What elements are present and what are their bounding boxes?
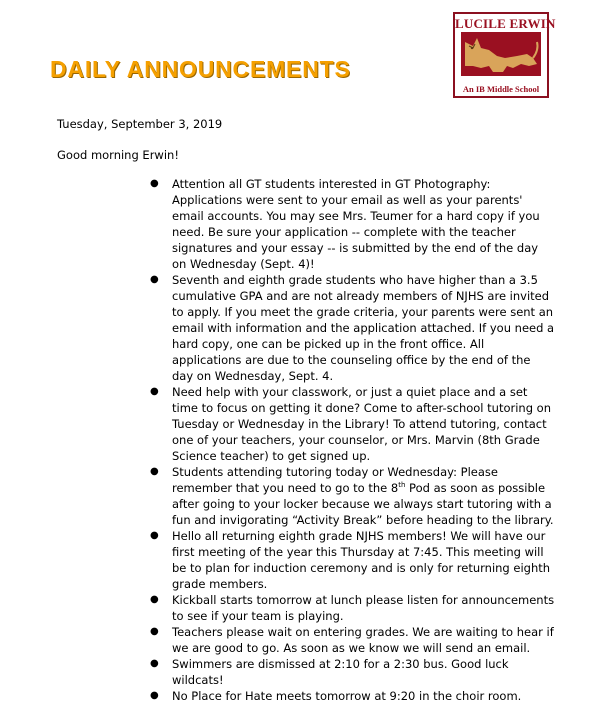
bullet-icon: ● xyxy=(150,594,159,605)
bullet-icon: ● xyxy=(150,626,159,637)
list-item xyxy=(150,384,555,464)
list-item xyxy=(150,464,555,528)
announcement-text: Need help with your classwork, or just a quiet place and a set time to focus on getting it done? Come to after-school tutoring on Tuesday or Wednesday in the Library! To attend tutoring, contact one of your teachers, your counselor, or Mrs. Marvin (8th Grade Science teacher) to get signed up. xyxy=(172,385,551,463)
bullet-icon: ● xyxy=(150,386,159,397)
announcement-text: No Place for Hate meets tomorrow at 9:20 in the choir room. xyxy=(172,689,522,703)
announcement-text: Hello all returning eighth grade NJHS members! We will have our first meeting of the year this Thursday at 7:45. This meeting will be to plan for induction ceremony and is only for returning eighth grade members. xyxy=(172,529,551,591)
list-item xyxy=(150,176,555,272)
announcement-text-part: Pod as soon as possible after going to your locker because we always start tutoring with a fun and invigorating “Activity Break” before heading to the library. xyxy=(172,481,554,527)
list-item xyxy=(150,592,555,624)
announcement-date: Tuesday, September 3, 2019 xyxy=(57,117,223,131)
list-item xyxy=(150,656,555,688)
list-item xyxy=(150,272,555,384)
announcement-text: Attention all GT students interested in GT Photography: Applications were sent to your email as well as your parents' email accounts. You may see Mrs. Teumer for a hard copy if you need. Be sure your application -- complete with the teacher signatures and your essay -- is submitted by the end of the day on Wednesday (Sept. 4)! xyxy=(172,177,540,271)
wildcat-emblem-icon xyxy=(459,32,543,78)
bullet-icon: ● xyxy=(150,690,159,701)
greeting: Good morning Erwin! xyxy=(57,148,179,162)
announcement-text: Teachers please wait on entering grades. We are waiting to hear if we are good to go. As soon as we know we will send an email. xyxy=(172,625,554,655)
list-item xyxy=(150,624,555,656)
bullet-icon: ● xyxy=(150,274,159,285)
logo-school-name: LUCILE ERWIN xyxy=(455,16,556,31)
bullet-icon: ● xyxy=(150,658,159,669)
superscript: th xyxy=(398,481,406,490)
school-logo xyxy=(453,12,556,98)
announcement-list xyxy=(150,176,555,704)
list-item xyxy=(150,688,555,704)
announcement-text: Seventh and eighth grade students who have higher than a 3.5 cumulative GPA and are not already members of NJHS are invited to apply. If you meet the grade criteria, your parents were sent an email with information and the application attached. If you need a hard copy, one can be picked up in the front office. All applications are due to the counseling office by the end of the day on Wednesday, Sept. 4. xyxy=(172,273,555,383)
bullet-icon: ● xyxy=(150,530,159,541)
page-title: DAILY ANNOUNCEMENTS xyxy=(50,56,351,82)
logo-motto: "We Know the Wildcat Way" xyxy=(475,76,527,81)
announcement-text: Kickball starts tomorrow at lunch please listen for announcements to see if your team is playing. xyxy=(172,593,555,623)
announcement-text: Swimmers are dismissed at 2:10 for a 2:30 bus. Good luck wildcats! xyxy=(172,657,509,687)
announcement-text-part: Students attending tutoring today or Wednesday: Please remember that you need to go to the 8 xyxy=(172,465,498,495)
bullet-icon: ● xyxy=(150,178,159,189)
logo-tagline: An IB Middle School xyxy=(462,84,540,94)
bullet-icon: ● xyxy=(150,466,159,477)
list-item xyxy=(150,528,555,592)
